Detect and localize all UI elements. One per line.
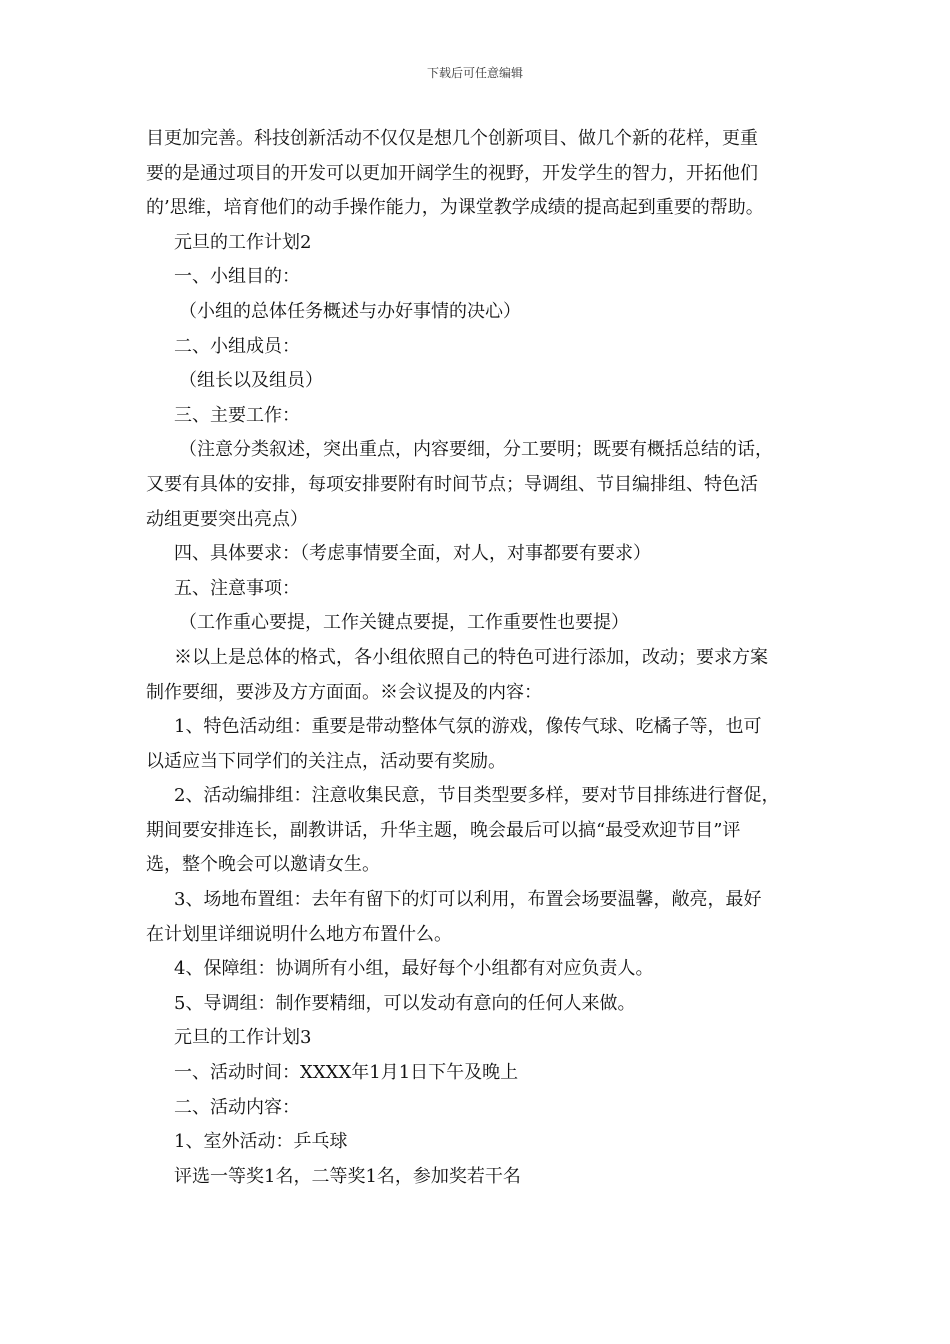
text-line: 制作要细，要涉及方方面面。※会议提及的内容： bbox=[146, 681, 542, 703]
text-line: 二、小组成员： bbox=[174, 335, 300, 357]
section-heading: 元旦的工作计划3 bbox=[174, 1027, 312, 1049]
text-line: 要的是通过项目的开发可以更加开阔学生的视野，开发学生的智力，开拓他们 bbox=[146, 162, 758, 184]
text-line: （组长以及组员） bbox=[179, 370, 323, 392]
text-line: 五、注意事项： bbox=[174, 577, 300, 599]
text-line: 二、活动内容： bbox=[174, 1096, 300, 1118]
text-line: （注意分类叙述，突出重点，内容要细，分工要明；既要有概括总结的话， bbox=[179, 439, 773, 461]
text-line: 四、具体要求：（考虑事情要全面，对人，对事都要有要求） bbox=[174, 543, 651, 565]
text-line: 动组更要突出亮点） bbox=[146, 508, 308, 530]
text-line: （工作重心要提，工作关键点要提，工作重要性也要提） bbox=[179, 612, 629, 634]
text-line: 2、活动编排组：注意收集民意，节目类型要多样，要对节目排练进行督促， bbox=[174, 785, 780, 807]
text-line: 三、主要工作： bbox=[174, 404, 300, 426]
text-line: ※以上是总体的格式，各小组依照自己的特色可进行添加，改动；要求方案 bbox=[174, 646, 768, 668]
text-line: 评选一等奖1名，二等奖1名，参加奖若干名 bbox=[174, 1165, 521, 1187]
text-line: 3、场地布置组：去年有留下的灯可以利用，布置会场要温馨，敞亮，最好 bbox=[174, 889, 762, 911]
text-line: 的’思维，培育他们的动手操作能力，为课堂教学成绩的提高起到重要的帮助。 bbox=[146, 197, 764, 219]
page-header: 下载后可任意编辑 bbox=[426, 66, 523, 80]
text-line: 1、特色活动组：重要是带动整体气氛的游戏，像传气球、吃橘子等，也可 bbox=[174, 716, 762, 738]
text-line: （小组的总体任务概述与办好事情的决心） bbox=[179, 300, 521, 322]
text-line: 5、导调组：制作要精细，可以发动有意向的任何人来做。 bbox=[174, 992, 636, 1014]
text-line: 又要有具体的安排，每项安排要附有时间节点；导调组、节目编排组、特色活 bbox=[146, 473, 758, 495]
text-line: 期间要安排连长，副教讲话，升华主题，晚会最后可以搞“最受欢迎节目”评 bbox=[146, 819, 741, 841]
text-line: 4、保障组：协调所有小组，最好每个小组都有对应负责人。 bbox=[174, 958, 654, 980]
text-line: 1、室外活动：乒乓球 bbox=[174, 1131, 348, 1153]
text-line: 目更加完善。科技创新活动不仅仅是想几个创新项目、做几个新的花样，更重 bbox=[146, 128, 758, 149]
text-line: 选，整个晚会可以邀请女生。 bbox=[146, 854, 380, 876]
text-line: 以适应当下同学们的关注点，活动要有奖励。 bbox=[146, 750, 506, 772]
text-line: 一、活动时间：XXXX年1月1日下午及晚上 bbox=[174, 1062, 519, 1084]
text-line: 在计划里详细说明什么地方布置什么。 bbox=[146, 923, 452, 945]
document-body bbox=[146, 122, 812, 1194]
text-line: 一、小组目的： bbox=[174, 266, 300, 288]
section-heading: 元旦的工作计划2 bbox=[174, 231, 312, 253]
